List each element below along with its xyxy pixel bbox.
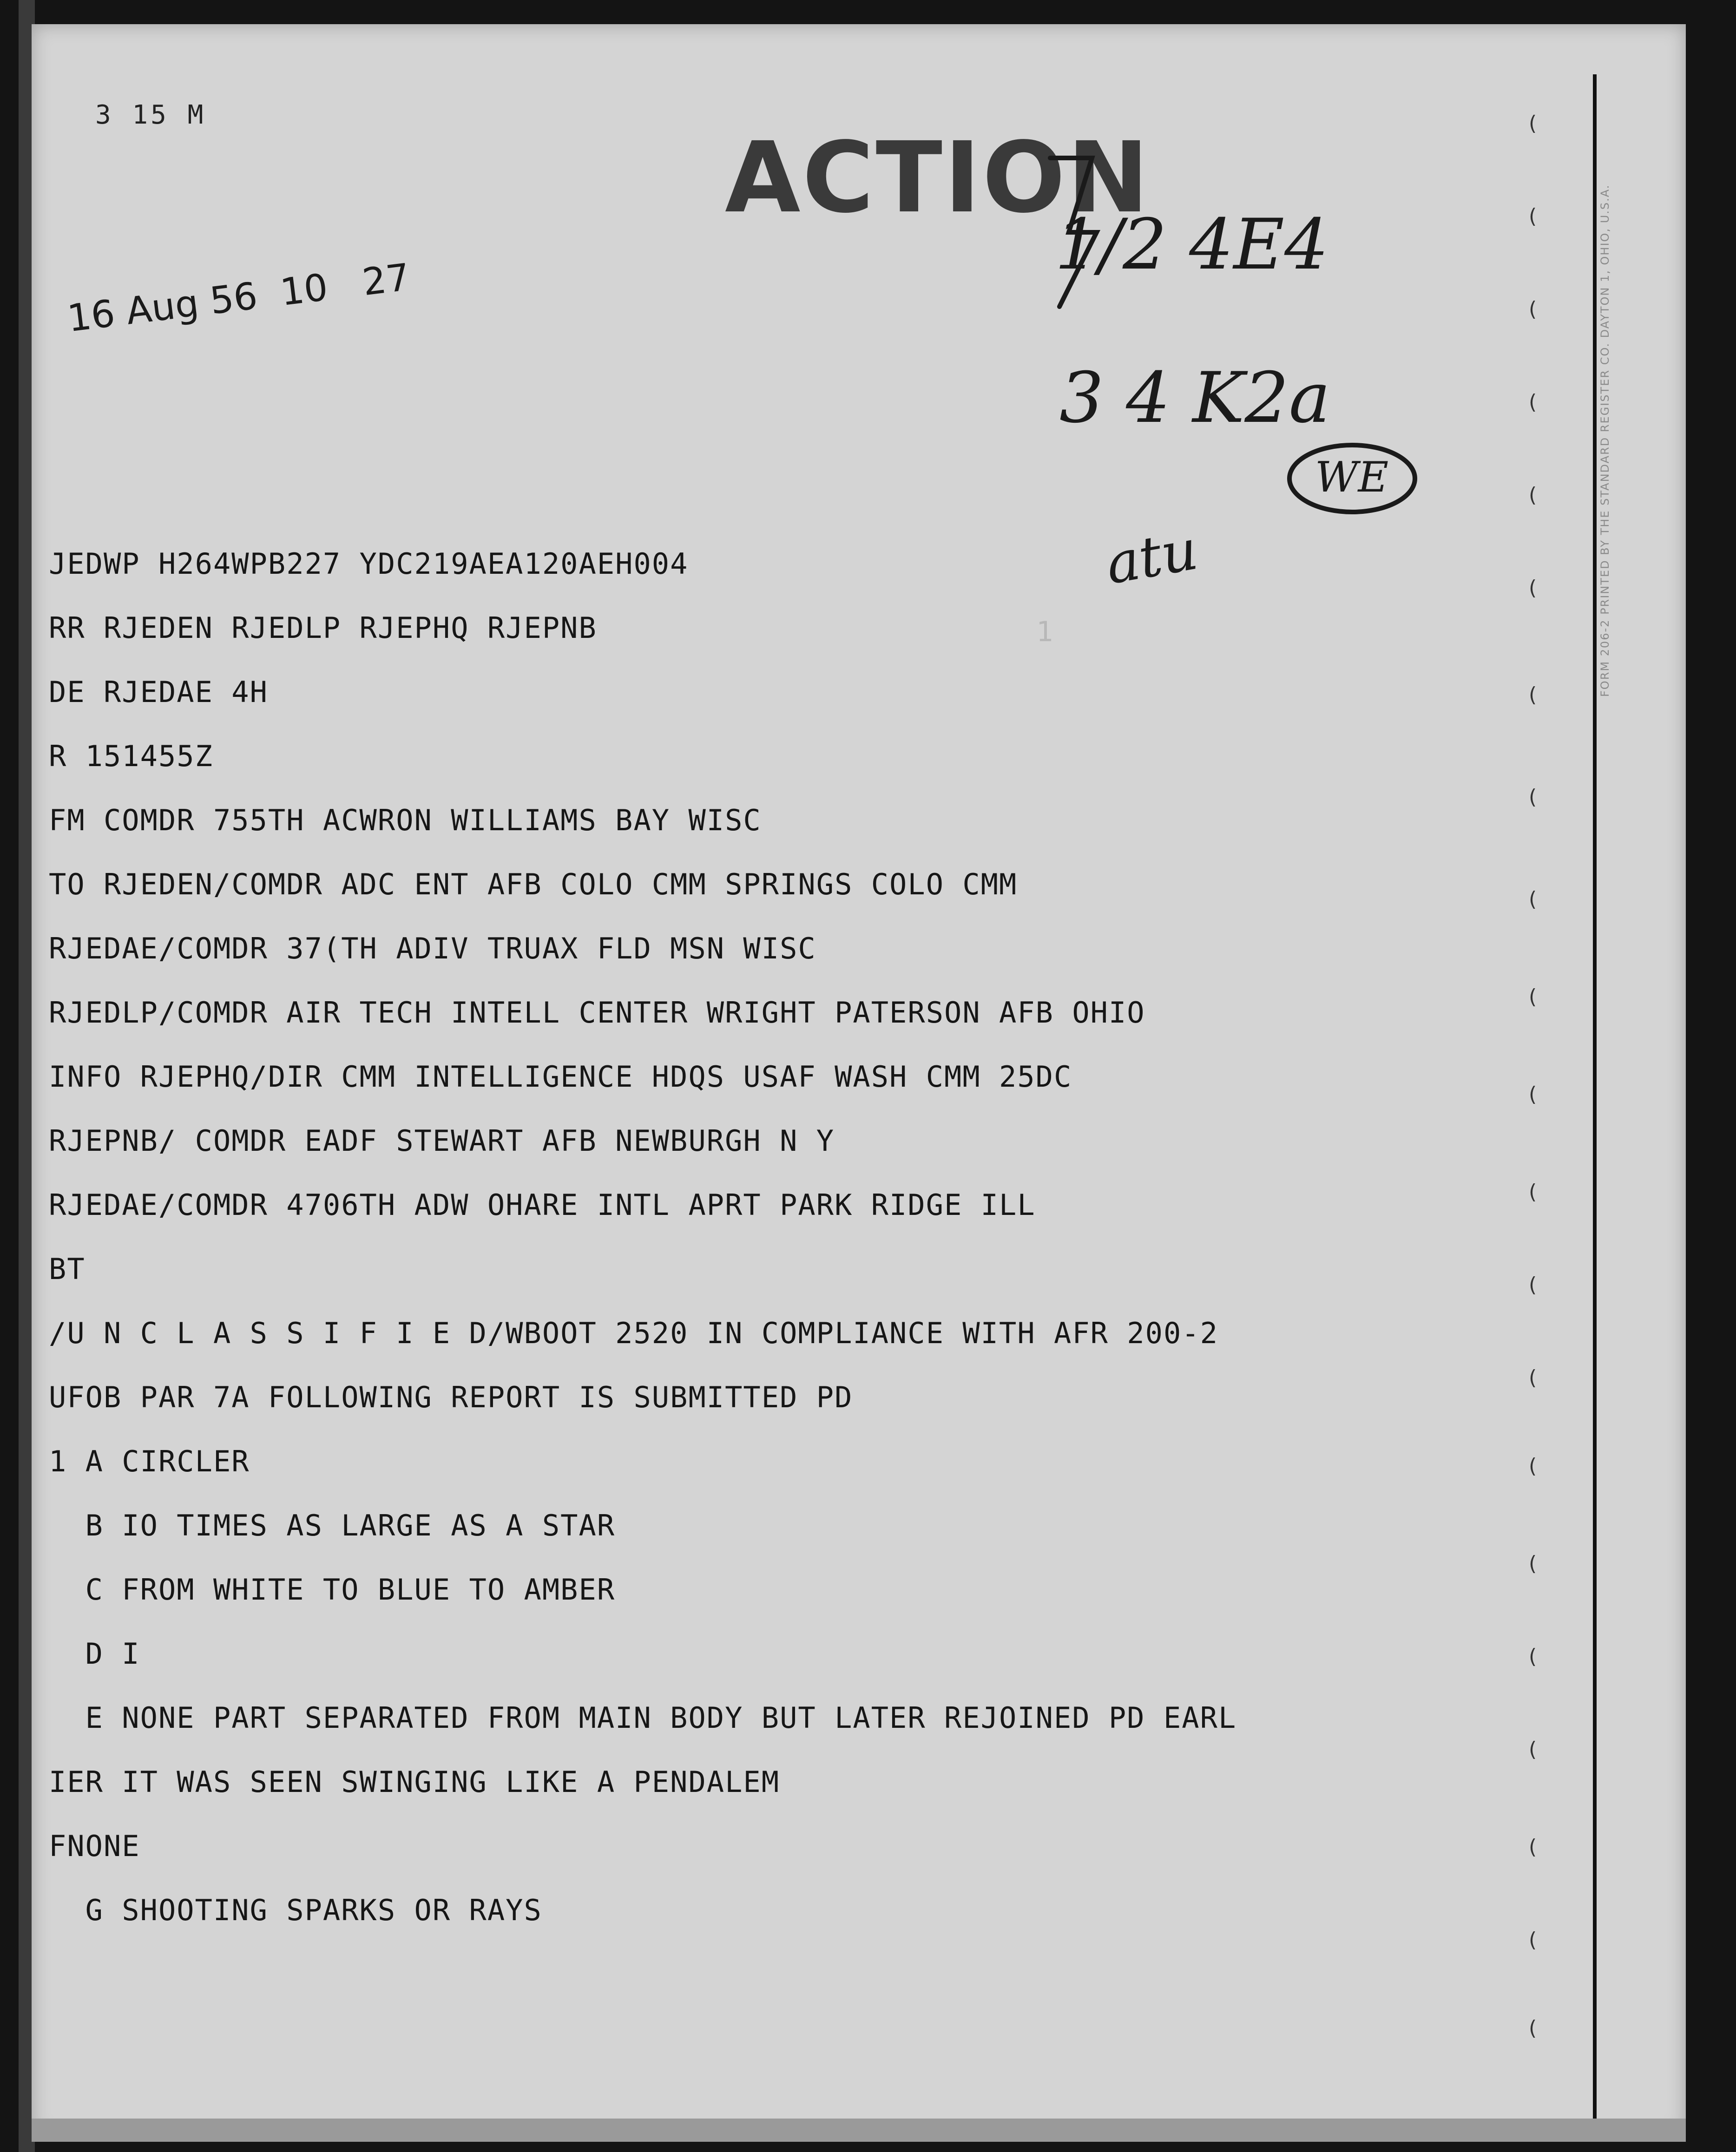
margin-tick: ( (1529, 785, 1537, 809)
margin-tick: ( (1529, 1083, 1537, 1106)
margin-tick: ( (1529, 887, 1537, 911)
action-stamp: ACTION (725, 121, 1151, 235)
margin-tick: ( (1529, 1454, 1537, 1478)
margin-tick: ( (1529, 985, 1537, 1009)
message-line: FNONE (49, 1829, 140, 1863)
message-line: JEDWP H264WPB227 YDC219AEA120AEH004 (49, 547, 689, 581)
right-margin-rule (1593, 74, 1597, 2119)
message-line: IER IT WAS SEEN SWINGING LIKE A PENDALEM (49, 1765, 780, 1799)
handwritten-note-2: 3 4 K2a (1059, 358, 1331, 439)
form-print-line: FORM 206-2 PRINTED BY THE STANDARD REGISTER CO. DAYTON 1, OHIO, U.S.A. (1598, 184, 1611, 697)
message-line: RJEPNB/ COMDR EADF STEWART AFB NEWBURGH N Y (49, 1124, 835, 1158)
margin-tick: ( (1529, 1738, 1537, 1761)
handwritten-initials: atu (1101, 517, 1203, 597)
circled-mark-text: WE (1315, 453, 1389, 502)
margin-tick: ( (1529, 1835, 1537, 1859)
margin-tick: ( (1529, 683, 1537, 707)
message-line: C FROM WHITE TO BLUE TO AMBER (49, 1573, 616, 1607)
message-line: FM COMDR 755TH ACWRON WILLIAMS BAY WISC (49, 803, 762, 837)
margin-tick: ( (1529, 390, 1537, 414)
margin-tick: ( (1529, 2016, 1537, 2040)
message-line: INFO RJEPHQ/DIR CMM INTELLIGENCE HDQS USAF WASH CMM 25DC (49, 1060, 1072, 1094)
message-line: R 151455Z (49, 739, 213, 773)
margin-tick: ( (1529, 1273, 1537, 1297)
message-line: BT (49, 1252, 85, 1286)
faint-mark: 1 (1036, 616, 1057, 648)
message-line: 1 A CIRCLER (49, 1444, 250, 1478)
margin-tick: ( (1529, 576, 1537, 600)
date-stamp: 16 Aug 56 10 27 (65, 255, 413, 341)
margin-tick: ( (1529, 1928, 1537, 1952)
message-line: RJEDAE/COMDR 37(TH ADIV TRUAX FLD MSN WISC (49, 932, 816, 965)
message-line: DE RJEDAE 4H (49, 675, 268, 709)
margin-tick: ( (1529, 204, 1537, 228)
message-line: RJEDAE/COMDR 4706TH ADW OHARE INTL APRT PARK RIDGE ILL (49, 1188, 1036, 1222)
margin-tick: ( (1529, 1180, 1537, 1204)
message-line: D I (49, 1637, 140, 1671)
page-bottom-edge (32, 2119, 1686, 2142)
margin-tick: ( (1529, 1645, 1537, 1668)
margin-tick: ( (1529, 483, 1537, 507)
message-line: /U N C L A S S I F I E D/WBOOT 2520 IN COMPLIANCE WITH AFR 200-2 (49, 1316, 1218, 1350)
circled-mark (1282, 437, 1422, 520)
margin-tick: ( (1529, 1552, 1537, 1575)
margin-tick: ( (1529, 1366, 1537, 1390)
margin-tick: ( (1529, 297, 1537, 321)
message-line: E NONE PART SEPARATED FROM MAIN BODY BUT LATER REJOINED PD EARL (49, 1701, 1237, 1735)
message-line: TO RJEDEN/COMDR ADC ENT AFB COLO CMM SPRINGS COLO CMM (49, 867, 1018, 901)
message-line: B IO TIMES AS LARGE AS A STAR (49, 1509, 616, 1542)
message-line: RR RJEDEN RJEDLP RJEPHQ RJEPNB (49, 611, 597, 645)
corner-stamp: 3 15 M (95, 100, 206, 130)
message-line: UFOB PAR 7A FOLLOWING REPORT IS SUBMITTED PD (49, 1380, 853, 1414)
message-line: G SHOOTING SPARKS OR RAYS (49, 1893, 542, 1927)
message-line: RJEDLP/COMDR AIR TECH INTELL CENTER WRIGHT PATERSON AFB OHIO (49, 996, 1145, 1030)
handwritten-note-1: 1/2 4E4 (1055, 204, 1329, 285)
margin-tick: ( (1529, 112, 1537, 135)
